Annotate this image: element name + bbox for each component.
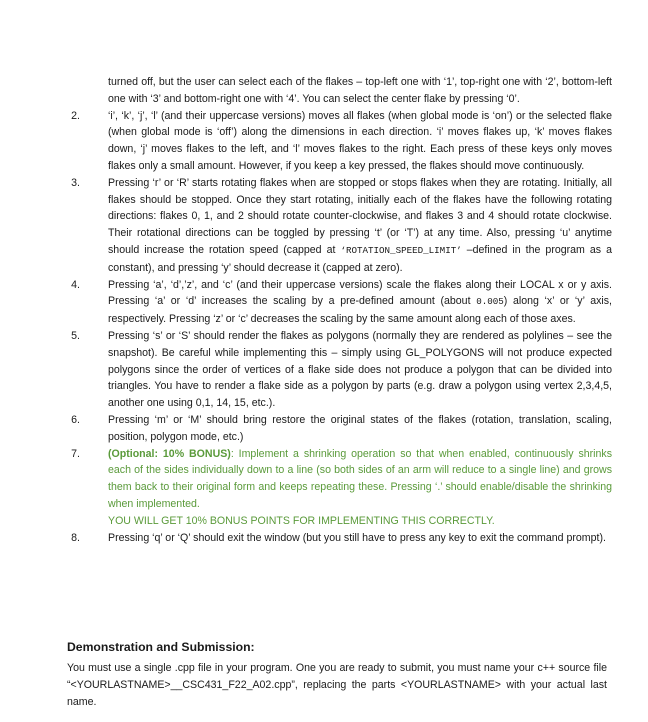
- list-item-text: [86, 175, 612, 277]
- list-item-3: [71, 175, 612, 277]
- bonus-description: : Implement a shrinking operation so that when enabled, continuously shrinks each of the sides individually down to a line (so both sides of an arm will reduce to a single line) and grows them back to their original form and keeps repeating these. Pressing ‘.’ should enable/disable the shrinking when implemented.: [108, 447, 612, 510]
- list-item-text: ‘i’, ‘k’, ‘j’, ‘l’ (and their uppercase versions) moves all flakes (when global mode is ‘on’) or the selected flake (when global mode is ‘off’) along the dimensions in each direction. ‘i’ moves flakes up, ‘k’ moves flakes down, ‘j’ moves flakes to the left, and ‘l’ moves flakes to the right. Each press of these keys only moves flakes only a small amount. However, if you keep a key pressed, the flakes should move continuously.: [108, 109, 612, 172]
- bonus-label: (Optional: 10% BONUS): [108, 447, 231, 460]
- requirements-list: [71, 74, 612, 546]
- list-number: 8.: [71, 531, 80, 544]
- list-item-text: Pressing ‘s’ or ‘S’ should render the flakes as polygons (normally they are rendered as polylines – see the snapshot). Be careful while implementing this – simply using GL_POLYGONS will not produce expected polygons since the order of vertices of a flake side does not produce a polygon that can be divided into triangles. You have to render a flake side as a polygon by parts (e.g. draw a polygon using vertex 2,3,4,5, another one using 0,1, 14, 15, etc.).: [108, 329, 612, 410]
- list-item-text: turned off, but the user can select each of the flakes – top-left one with ‘1’, top-right one with ‘2’, bottom-left one with ‘3’ and bottom-right one with ‘4’. You can select the center flake by pressing ‘0’.: [108, 76, 612, 105]
- list-item-continuation: [86, 74, 612, 108]
- list-item-5: [71, 328, 612, 412]
- list-item-6: [71, 412, 612, 446]
- section-heading: Demonstration and Submission:: [67, 640, 255, 654]
- list-item-text-part: –defined in the program as a constant), and pressing ‘y’ should decrease it (capped at zero).: [108, 243, 612, 274]
- list-item-4: [71, 277, 612, 328]
- bonus-text: [86, 446, 612, 530]
- list-item-8: [71, 530, 612, 547]
- list-item-text-part: ) along ‘x’ or ‘y’ axis, respectively. Pressing ‘z’ or ‘c’ decreases the scaling by the same amount along each of those axes.: [108, 295, 612, 326]
- bonus-note: YOU WILL GET 10% BONUS POINTS FOR IMPLEMENTING THIS CORRECTLY.: [108, 514, 495, 527]
- list-item-7-bonus: [71, 446, 612, 530]
- list-item-text-part: Pressing ‘r’ or ‘R’ starts rotating flakes when are stopped or stops flakes when they are rotating. Initially, all flakes should be stopped. Once they start rotating, initially each of the flakes have the following rotating directions: flakes 0, 1, and 2 should rotate counter-clockwise, and flakes 3 and 4 should rotate clockwise. Their rotational directions can be toggled by pressing ‘t’ (or ‘T’) at any time. Also, pressing ‘u’ anytime should increase the rotation speed (capped at: [108, 176, 612, 256]
- list-item-text: Pressing ‘m’ or ‘M’ should bring restore the original states of the flakes (rotation, translation, scaling, position, polygon mode, etc.): [108, 413, 612, 443]
- section-paragraph: You must use a single .cpp file in your program. One you are ready to submit, you must name your c++ source file “<YOURLASTNAME>__CSC431_F22_A02.cpp”, replacing the parts <YOURLASTNAME> with your actual last name.: [67, 662, 607, 708]
- list-number: 3.: [71, 176, 80, 189]
- list-number: 7.: [71, 447, 80, 460]
- list-number: 2.: [71, 109, 80, 122]
- list-item-text: Pressing ‘q’ or ‘Q’ should exit the window (but you still have to press any key to exit the command prompt).: [108, 531, 606, 544]
- list-item-text: [86, 277, 612, 328]
- list-number: 6.: [71, 413, 80, 426]
- list-item-2: [71, 108, 612, 175]
- list-number: 5.: [71, 329, 80, 342]
- list-number: 4.: [71, 278, 80, 291]
- code-constant: ‘ROTATION_SPEED_LIMIT’: [340, 244, 462, 256]
- list-item-text-part: Pressing ‘a’, ‘d’,’z’, and ‘c’ (and their uppercase versions) scale the flakes along their LOCAL x or y axis. Pressing ‘a’ or ‘d’ increases the scaling by a pre-defined amount (about: [108, 278, 612, 308]
- code-value: 0.005: [476, 296, 504, 308]
